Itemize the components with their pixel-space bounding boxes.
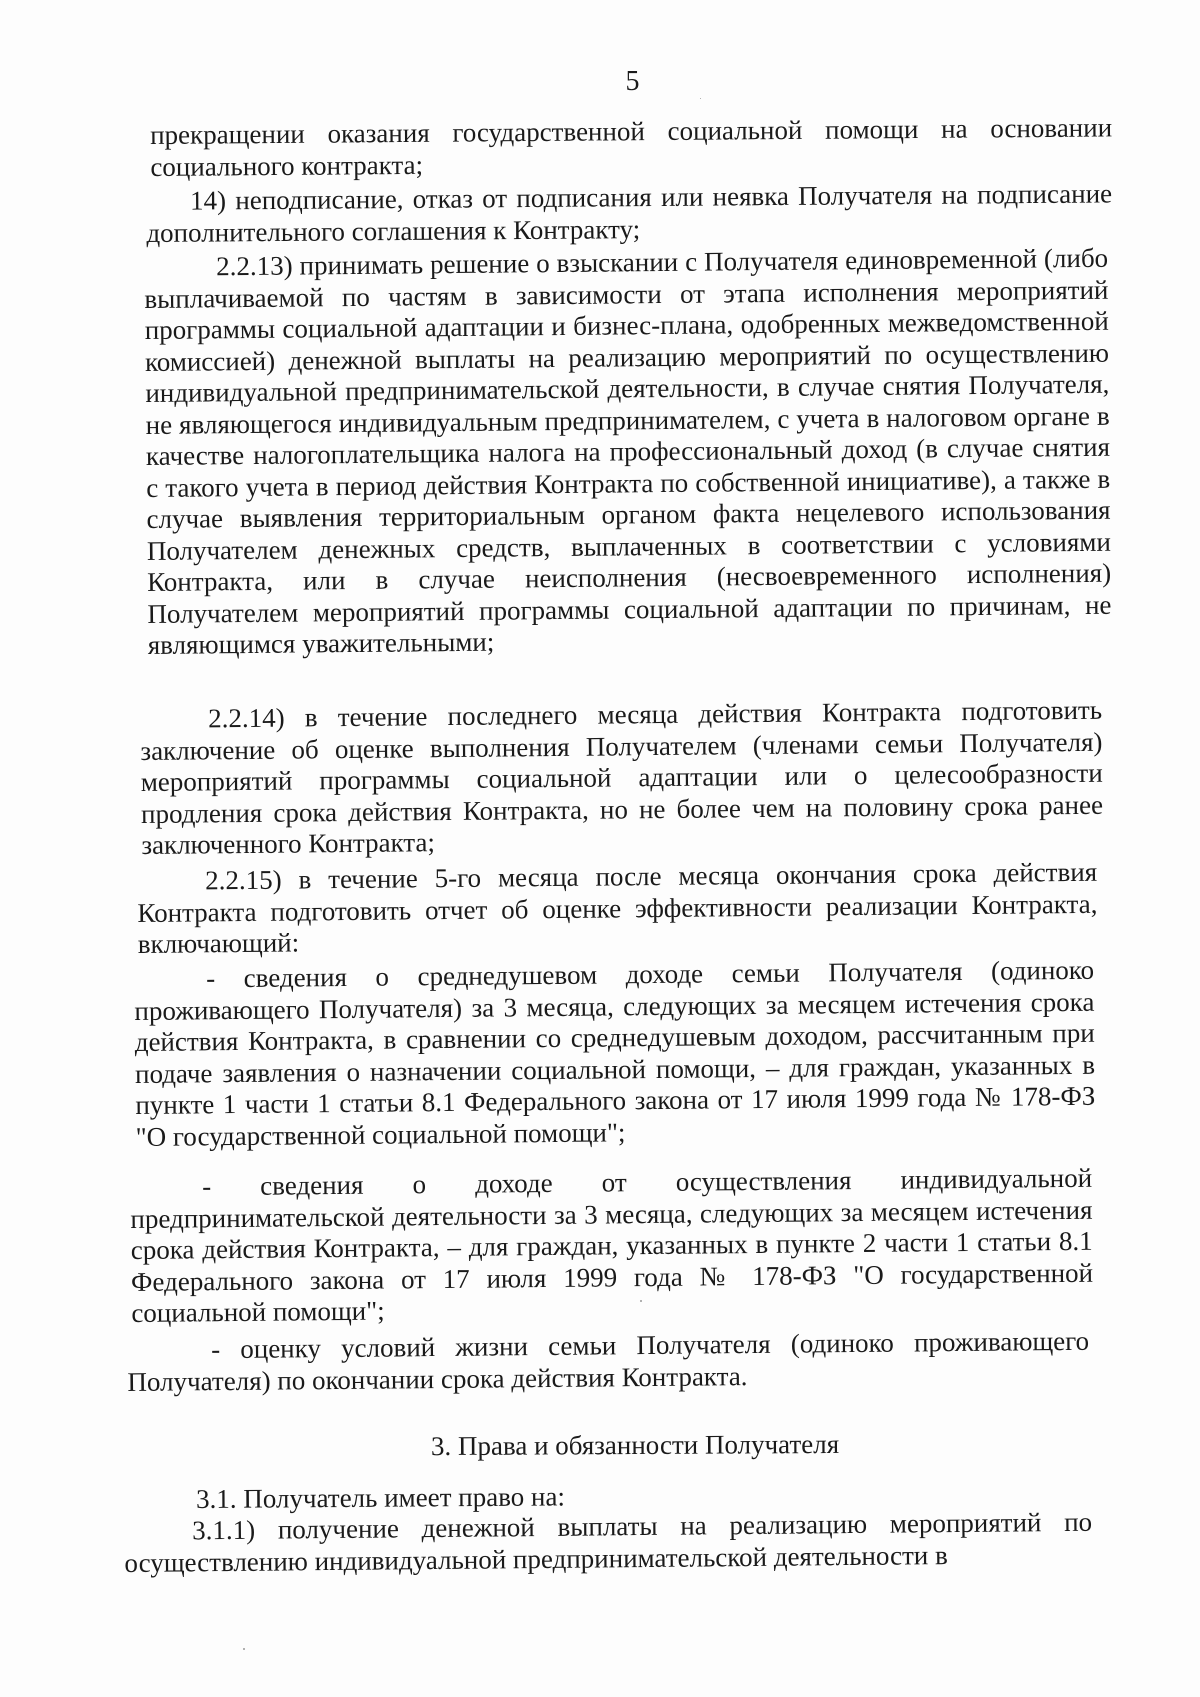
paragraph-continuation: прекращении оказания государственной социальной помощи на основании социального контракта; <box>150 112 1113 182</box>
paragraph-item-14: 14) неподписание, отказ от подписания или неявка Получателя на подписание дополнительного соглашения к Контракту; <box>146 178 1113 248</box>
scan-speck <box>640 1300 642 1302</box>
paragraph-2-2-15: 2.2.15) в течение 5-го месяца после месяца окончания срока действия Контракта подготовить отчет об оценке эффективности реализации Контракта, включающий: <box>137 856 1098 959</box>
list-item-business-income: - сведения о доходе от осуществления индивидуальной предпринимательской деятельности за 3 месяца, следующих за месяцем истечения срока действия Контракта, – для граждан, указанных в пункте 2 части 1 статьи 8.1 Федерального закона от 17 июля 1999 года № 178-ФЗ "О государственной социальной помощи"; <box>130 1162 1094 1328</box>
list-item-living-conditions: - оценку условий жизни семьи Получателя (одиноко проживающего Получателя) по окончании срока действия Контракта. <box>127 1325 1090 1397</box>
section-heading: 3. Права и обязанности Получателя <box>430 1428 840 1462</box>
paragraph-3-1-1: 3.1.1) получение денежной выплаты на реализацию мероприятий по осуществлению индивидуальной предпринимательской деятельности в <box>124 1506 1093 1578</box>
paragraph-2-2-14: 2.2.14) в течение последнего месяца действия Контракта подготовить заключение об оценке выполнения Получателем (членами семьи Получателя) мероприятий программы социальной адаптации или о целесообразности продления срока действия Контракта, но не более чем на половину срока ранее заключенного Контракта; <box>140 694 1104 860</box>
list-item-income-info: - сведения о среднедушевом доходе семьи Получателя (одиноко проживающего Получателя) за 3 месяца, следующих за месяцем истечения срока действия Контракта, в сравнении со среднедушевым доходом, рассчитанным при подаче заявления о назначении социальной помощи, – для граждан, указанных в пункте 1 части 1 статьи 8.1 Федерального закона от 17 июля 1999 года № 178-ФЗ "О государственной социальной помощи"; <box>134 954 1096 1152</box>
scan-speck <box>243 1648 245 1650</box>
paragraph-3-1: 3.1. Получатель имеет право на: <box>196 1481 565 1514</box>
scan-speck <box>700 98 701 99</box>
page-number: 5 <box>625 66 640 97</box>
paragraph-2-2-13: 2.2.13) принимать решение о взыскании с Получателя единовременной (либо выплачиваемой по частям в зависимости от этапа исполнения мероприятий программы социальной адаптации и бизнес-плана, одобренных межведомственной комиссией) денежной выплаты на реализацию мероприятий по осуществлению индивидуальной предпринимательской деятельности, в случае снятия Получателя, не являющегося индивидуальным предпринимателем, с учета в налоговом органе в качестве налогоплательщика налога на профессиональный доход (в случае снятия с такого учета в период действия Контракта по собственной инициативе), а также в случае выявления территориальным органом факта нецелевого использования Получателем денежных средств, выплаченных в соответствии с условиями Контракта, или в случае неисполнения (несвоевременного исполнения) Получателем мероприятий программы социальной адаптации по причинам, не являющимся уважительными; <box>144 242 1112 660</box>
